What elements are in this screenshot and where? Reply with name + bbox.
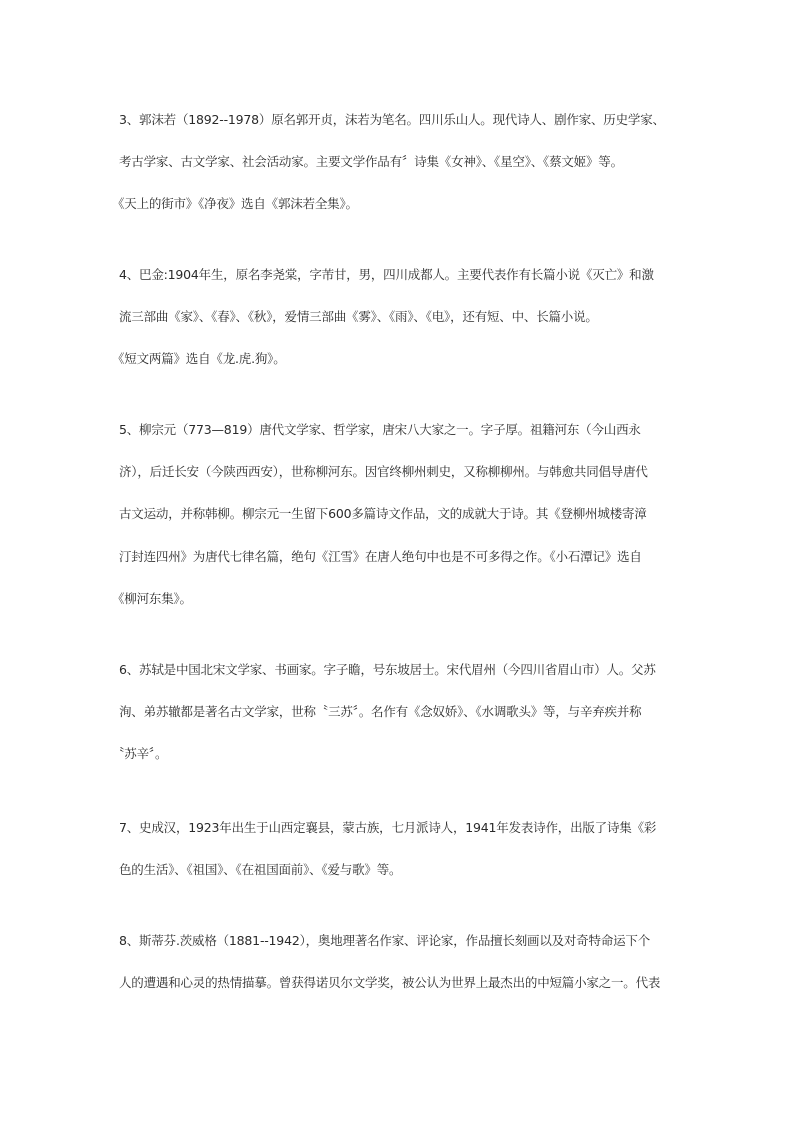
entry-5-line-3: 古文运动，并称韩柳。柳宗元一生留下600多篇诗文作品，文的成就大于诗。其《登柳州城楼寄漳	[119, 506, 647, 521]
entry-3-line-3: 《天上的街市》《净夜》选自《郭沫若全集》。	[112, 196, 358, 211]
entry-3-line-2: 考古学家、古文学家、社会活动家。主要文学作品有〞诗集《女神》、《星空》、《蔡文姬》等。	[119, 154, 623, 169]
entry-7-line-1: 7、史成汉，1923年出生于山西定襄县，蒙古族，七月派诗人，1941年发表诗作，出版了诗集《彩	[119, 820, 657, 835]
entry-5-line-4: 汀封连四州》为唐代七律名篇，绝句《江雪》在唐人绝句中也是不可多得之作。《小石潭记》选自	[119, 549, 642, 564]
entry-4-line-2: 流三部曲《家》、《春》、《秋》，爱情三部曲《雾》、《雨》、《电》，还有短、中、长篇小说。	[119, 309, 598, 324]
entry-4-line-3: 《短文两篇》选自《龙.虎.狗》。	[112, 351, 286, 366]
entry-5-line-5: 《柳河东集》。	[112, 591, 192, 606]
entry-8-line-2: 人的遭遇和心灵的热情描摹。曾获得诺贝尔文学奖，被公认为世界上最杰出的中短篇小家之一。代表	[119, 975, 661, 990]
entry-6-line-1: 6、苏轼是中国北宋文学家、书画家。字子瞻，号东坡居士。宋代眉州（今四川省眉山市）人。父苏	[119, 662, 656, 677]
entry-4-line-1: 4、巴金:1904年生，原名李尧棠，字芾甘，男，四川成都人。主要代表作有长篇小说《灭亡》和激	[119, 267, 654, 282]
entry-5-line-1: 5、柳宗元（773—819）唐代文学家、哲学家，唐宋八大家之一。字子厚。祖籍河东（今山西永	[119, 422, 641, 437]
entry-7-line-2: 色的生活》、《祖国》、《在祖国面前》、《爱与歌》等。	[119, 862, 402, 877]
entry-6-line-3: 〝苏辛〞。	[112, 746, 168, 761]
entry-8-line-1: 8、斯蒂芬.茨威格（1881--1942），奥地理著名作家、评论家，作品擅长刻画以及对奇特命运下个	[119, 933, 651, 948]
entry-3-line-1: 3、郭沫若（1892--1978）原名郭开贞，沫若为笔名。四川乐山人。现代诗人、剧作家、历史学家、	[119, 112, 665, 127]
entry-6-line-2: 洵、弟苏辙都是著名古文学家，世称〝三苏〞。名作有《念奴娇》、《水调歌头》等，与辛弃疾并称	[119, 704, 642, 719]
entry-5-line-2: 济），后迁长安（今陕西西安），世称柳河东。因官终柳州刺史，又称柳柳州。与韩愈共同倡导唐代	[119, 464, 648, 479]
